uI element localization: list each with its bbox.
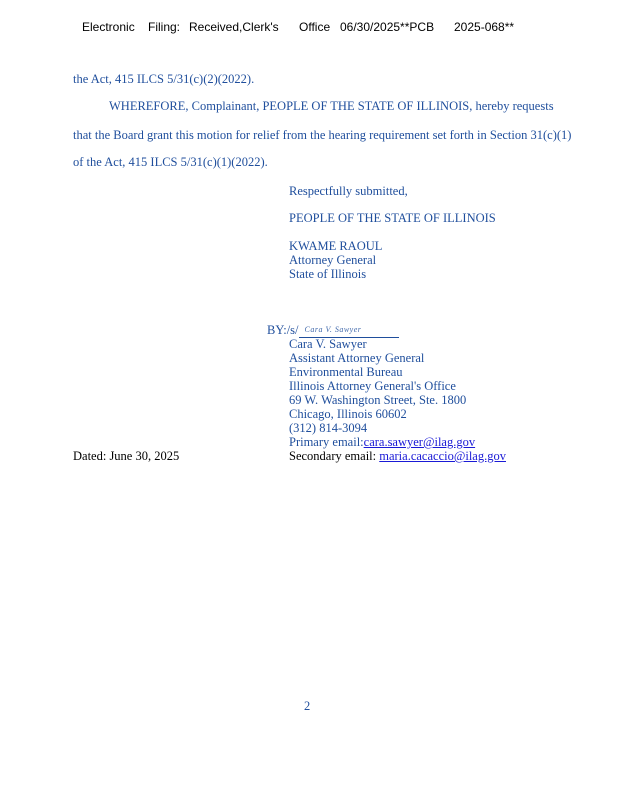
party-name: PEOPLE OF THE STATE OF ILLINOIS — [289, 211, 496, 225]
dated-line: Dated: June 30, 2025 — [73, 449, 180, 463]
signatory-name: Cara V. Sawyer — [289, 337, 367, 351]
by-label: BY: — [267, 323, 287, 337]
body-line-2: WHEREFORE, Complainant, PEOPLE OF THE STATE OF ILLINOIS, hereby requests — [109, 99, 554, 113]
primary-email-link[interactable]: cara.sawyer@ilag.gov — [363, 435, 476, 449]
page-number: 2 — [304, 699, 311, 713]
signatory-bureau: Environmental Bureau — [289, 365, 403, 379]
ag-state: State of Illinois — [289, 267, 367, 281]
primary-email-label: Primary email: — [289, 435, 364, 449]
header-case-number: 2025-068** — [454, 20, 515, 34]
closing: Respectfully submitted, — [289, 184, 408, 198]
signature-by-line — [267, 323, 399, 338]
address-line-1: 69 W. Washington Street, Ste. 1800 — [289, 393, 467, 407]
body-line-3: that the Board grant this motion for relief from the hearing requirement set forth in Section 31(c)(1) — [73, 128, 572, 142]
secondary-email-row — [289, 449, 506, 463]
header-electronic: Electronic — [82, 20, 135, 34]
signatory-title: Assistant Attorney General — [289, 351, 425, 365]
header-date-code: 06/30/2025**PCB — [340, 20, 435, 34]
body-line-4: of the Act, 415 ILCS 5/31(c)(1)(2022). — [73, 155, 268, 169]
secondary-email-link[interactable]: maria.cacaccio@ilag.gov — [379, 449, 506, 463]
attorney-general-block — [289, 239, 382, 281]
header-office: Office — [299, 20, 331, 34]
body-line-1: the Act, 415 ILCS 5/31(c)(2)(2022). — [73, 72, 255, 86]
signature-underline — [299, 324, 399, 338]
by-s-mark: /s/ — [286, 323, 299, 337]
ag-title: Attorney General — [289, 253, 377, 267]
signatory-office: Illinois Attorney General's Office — [289, 379, 456, 393]
header-filing: Filing: — [148, 20, 181, 34]
signatory-block — [289, 337, 506, 463]
primary-email-row — [289, 435, 506, 449]
phone-number: (312) 814-3094 — [289, 421, 368, 435]
header-received: Received,Clerk's — [189, 20, 279, 34]
handwritten-signature: Cara V. Sawyer — [304, 325, 362, 334]
ag-name: KWAME RAOUL — [289, 239, 383, 253]
address-line-2: Chicago, Illinois 60602 — [289, 407, 407, 421]
secondary-email-label: Secondary email: — [289, 449, 377, 463]
